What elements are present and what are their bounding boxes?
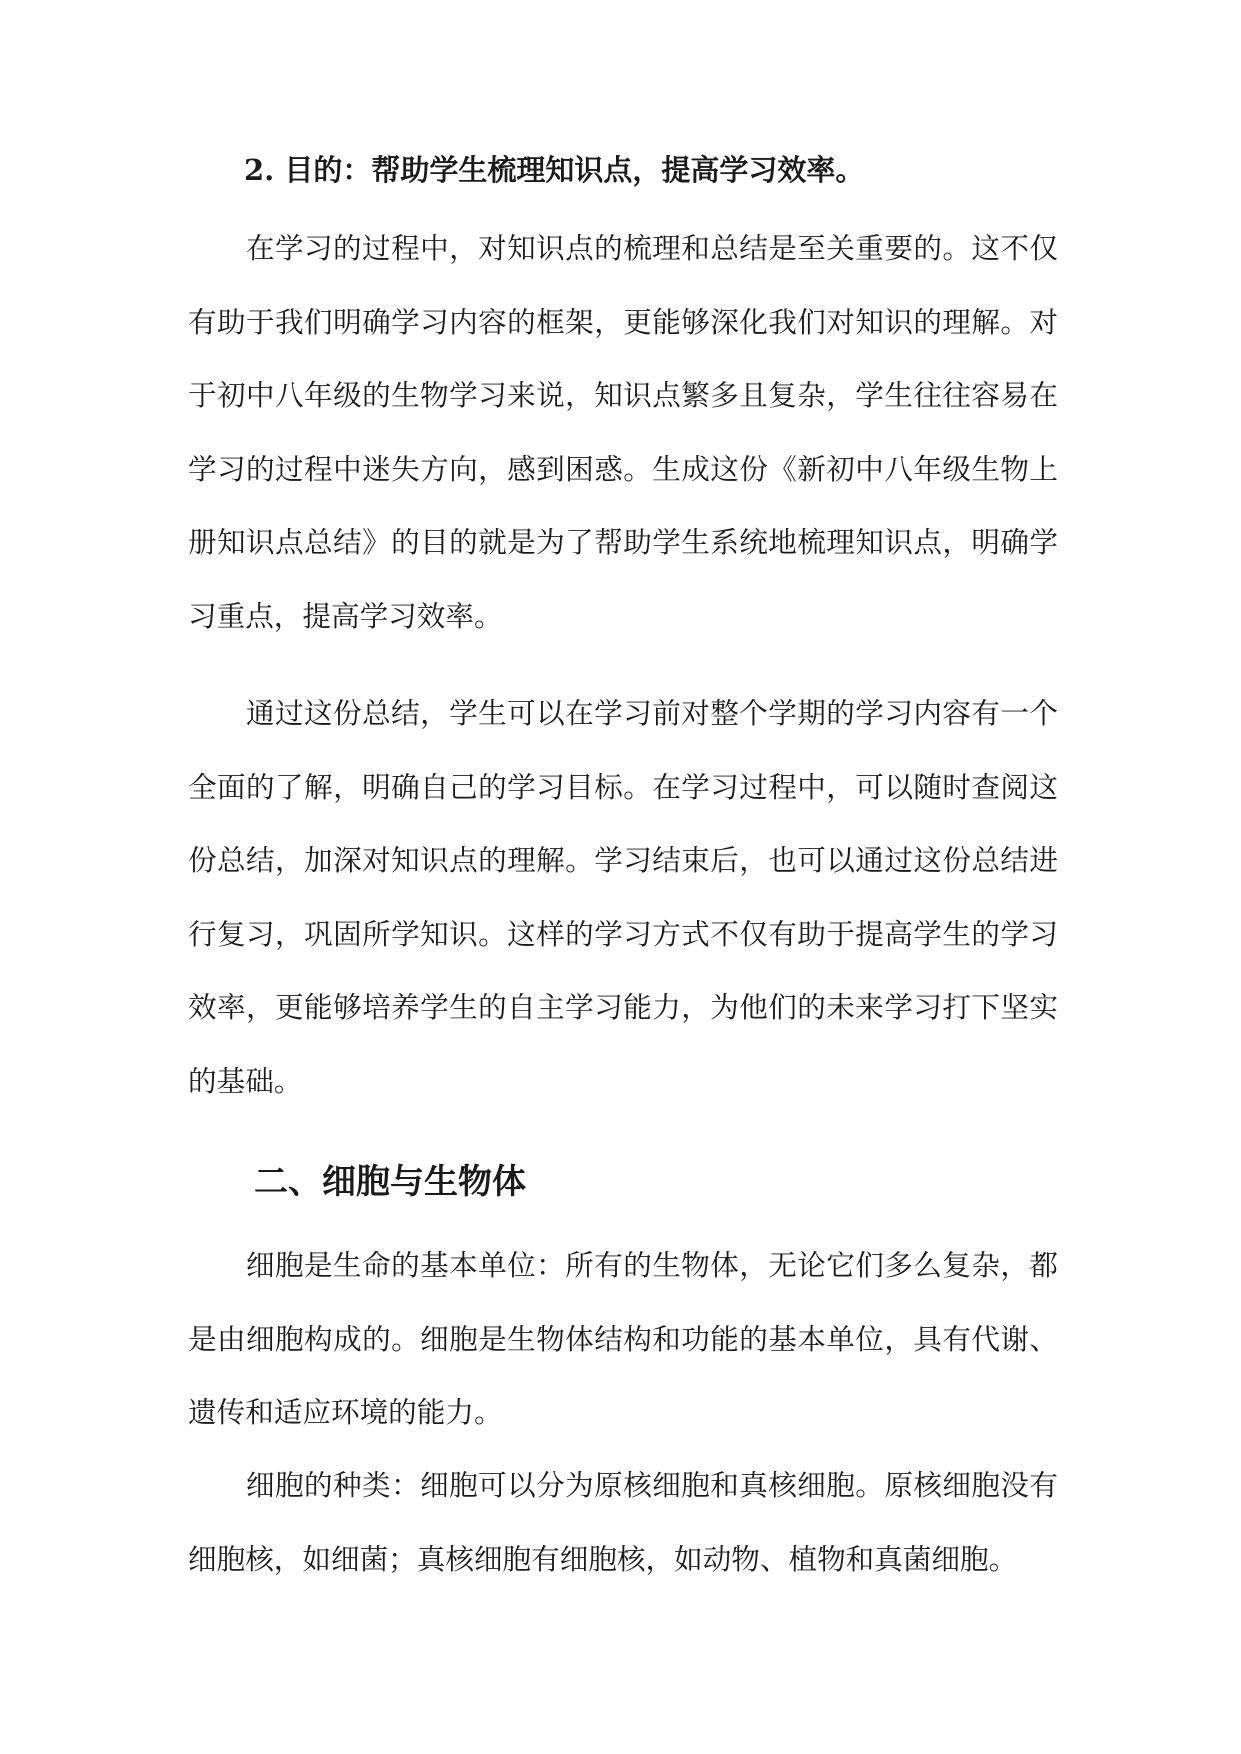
paragraph-summary-usage: 通过这份总结，学生可以在学习前对整个学期的学习内容有一个全面的了解，明确自己的学习目标。在学习过程中，可以随时查阅这份总结，加深对知识点的理解。学习结束后，也可以通过这份总结进行复习，巩固所学知识。这样的学习方式不仅有助于提高学生的学习效率，更能够培养学生的自主学习能力，为他们的未来学习打下坚实的基础。 bbox=[188, 696, 1058, 1098]
section-heading-cells: 二、细胞与生物体 bbox=[254, 1162, 526, 1202]
paragraph-cell-types: 细胞的种类：细胞可以分为原核细胞和真核细胞。原核细胞没有细胞核，如细菌；真核细胞有细胞核，如动物、植物和真菌细胞。 bbox=[188, 1468, 1058, 1576]
paragraph-cell-basic-unit: 细胞是生命的基本单位：所有的生物体，无论它们多么复杂，都是由细胞构成的。细胞是生物体结构和功能的基本单位，具有代谢、遗传和适应环境的能力。 bbox=[188, 1248, 1058, 1429]
subheading-purpose: 2. 目的：帮助学生梳理知识点，提高学习效率。 bbox=[244, 153, 865, 187]
paragraph-knowledge-summary: 在学习的过程中，对知识点的梳理和总结是至关重要的。这不仅有助于我们明确学习内容的框架，更能够深化我们对知识的理解。对于初中八年级的生物学习来说，知识点繁多且复杂，学生往往容易在学习的过程中迷失方向，感到困惑。生成这份《新初中八年级生物上册知识点总结》的目的就是为了帮助学生系统地梳理知识点，明确学习重点，提高学习效率。 bbox=[188, 231, 1058, 633]
